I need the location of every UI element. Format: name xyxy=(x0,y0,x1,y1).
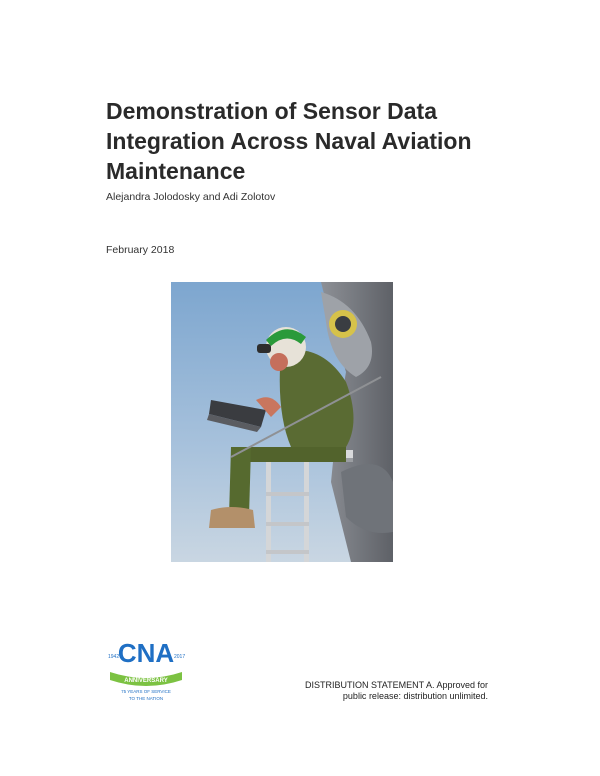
publication-date: February 2018 xyxy=(106,244,175,256)
title-line-2: Integration Across Naval Aviation xyxy=(106,128,472,154)
distribution-line-1: DISTRIBUTION STATEMENT A. Approved for xyxy=(304,680,488,690)
ladder-rail-right xyxy=(304,462,309,562)
cna-logo xyxy=(104,636,188,704)
document-title xyxy=(106,96,526,186)
cover-photo xyxy=(171,282,393,562)
goggles xyxy=(257,344,271,353)
logo-year-end: 2017 xyxy=(174,654,186,660)
distribution-statement xyxy=(300,680,488,702)
title-line-1: Demonstration of Sensor Data xyxy=(106,98,437,124)
face xyxy=(270,353,288,371)
logo-wordmark: CNA xyxy=(117,638,175,668)
title-line-3: Maintenance xyxy=(106,158,246,184)
distribution-line-2: public release: distribution unlimited. xyxy=(342,691,488,701)
logo-banner-text: ANNIVERSARY xyxy=(124,678,168,684)
boots xyxy=(209,507,255,528)
logo-tagline-1: 75 YEARS OF SERVICE xyxy=(121,689,171,694)
ladder-rail-left xyxy=(266,462,271,562)
authors: Alejandra Jolodosky and Adi Zolotov xyxy=(106,191,276,203)
cna-75-anniversary-logo-icon xyxy=(104,636,188,704)
cover-photo-illustration xyxy=(171,282,393,562)
logo-tagline-2: TO THE NATION xyxy=(128,696,164,701)
logo-year-start: 1942 xyxy=(108,654,120,660)
